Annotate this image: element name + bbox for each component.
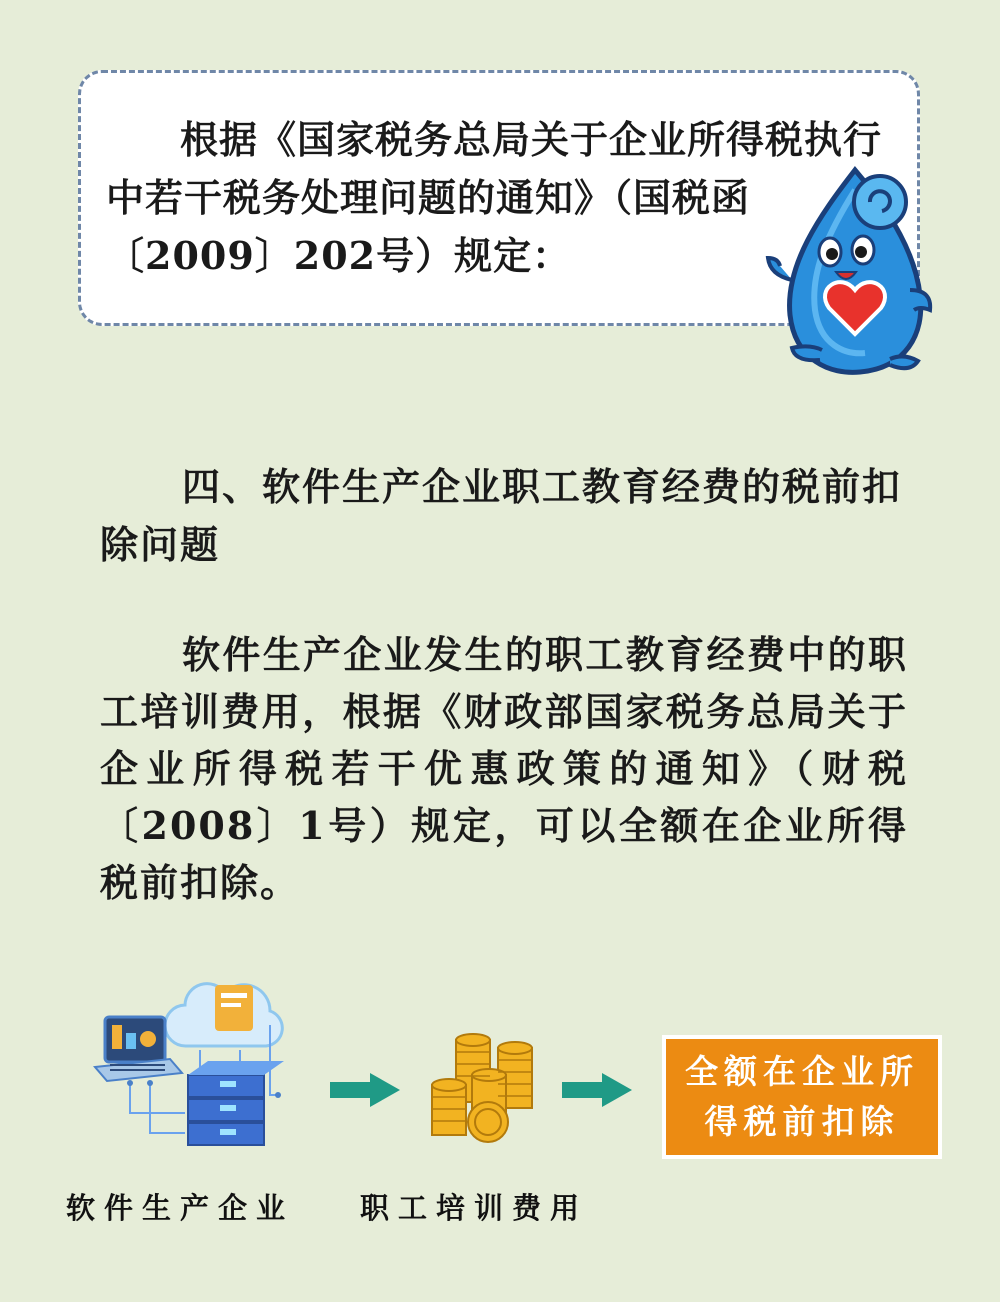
arrow-right-icon — [562, 1073, 632, 1107]
water-drop-mascot-icon — [760, 160, 940, 385]
gold-coins-icon — [428, 1030, 538, 1150]
caption-software-company: 软件生产企业 — [66, 1191, 295, 1225]
result-label: 全额在企业所得税前扣除 — [666, 1039, 938, 1155]
body-paragraph: 软件生产企业发生的职工教育经费中的职工培训费用，根据《财政部国家税务总局关于企业所得税若干优惠政策的通知》（财税〔2008〕1号）规定，可以全额在企业所得税前扣除。 — [100, 632, 908, 905]
result-box — [662, 1035, 942, 1159]
caption-training-cost: 职工培训费用 — [360, 1191, 589, 1225]
section-heading: 四、软件生产企业职工教育经费的税前扣除问题 — [100, 464, 903, 567]
computer-cloud-server-icon — [90, 965, 300, 1175]
arrow-right-icon — [330, 1073, 400, 1107]
quote-text: 根据《国家税务总局关于企业所得税执行中若干税务处理问题的通知》（国税函〔2009〕202号）规定： — [106, 117, 883, 278]
